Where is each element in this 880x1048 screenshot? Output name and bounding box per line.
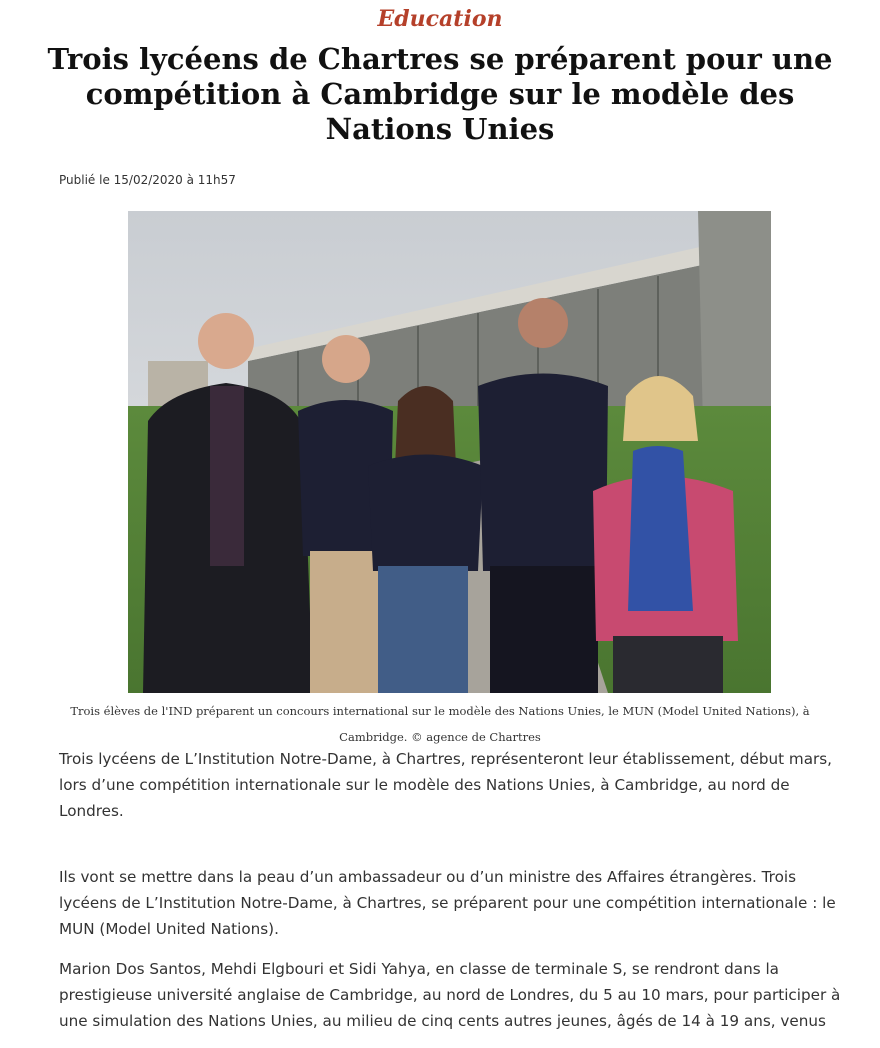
- article-paragraph: Ils vont se mettre dans la peau d’un ambassadeur ou d’un ministre des Affaires étrangères. Trois lycéens de L’Institution Notre-Dame, à Chartres, se préparent pour une compétition internationale : le MUN (Model United Nations).: [59, 868, 836, 938]
- article-body: [59, 746, 849, 1048]
- article-photo: [128, 211, 771, 693]
- publish-date: Publié le 15/02/2020 à 11h57: [59, 173, 236, 187]
- photo-caption: Trois élèves de l'IND préparent un concours international sur le modèle des Nations Unies, le MUN (Model United Nations), à Cambridge. © agence de Chartres: [70, 704, 810, 744]
- article-lead: Trois lycéens de L’Institution Notre-Dame, à Chartres, représenteront leur établissement, début mars, lors d’une compétition internationale sur le modèle des Nations Unies, à Cambridge, au nord de Londres.: [59, 750, 832, 820]
- article-paragraph: Marion Dos Santos, Mehdi Elgbouri et Sidi Yahya, en classe de terminale S, se rendront dans la prestigieuse université anglaise de Cambridge, au nord de Londres, du 5 au 10 mars, pour participer à une simulation des Nations Unies, au milieu de cinq cents autres jeunes, âgés de 14 à 19 ans, venus: [59, 960, 841, 1030]
- article-headline: Trois lycéens de Chartres se préparent pour une compétition à Cambridge sur le modèle des Nations Unies: [47, 42, 833, 146]
- category-link[interactable]: Education: [377, 6, 503, 32]
